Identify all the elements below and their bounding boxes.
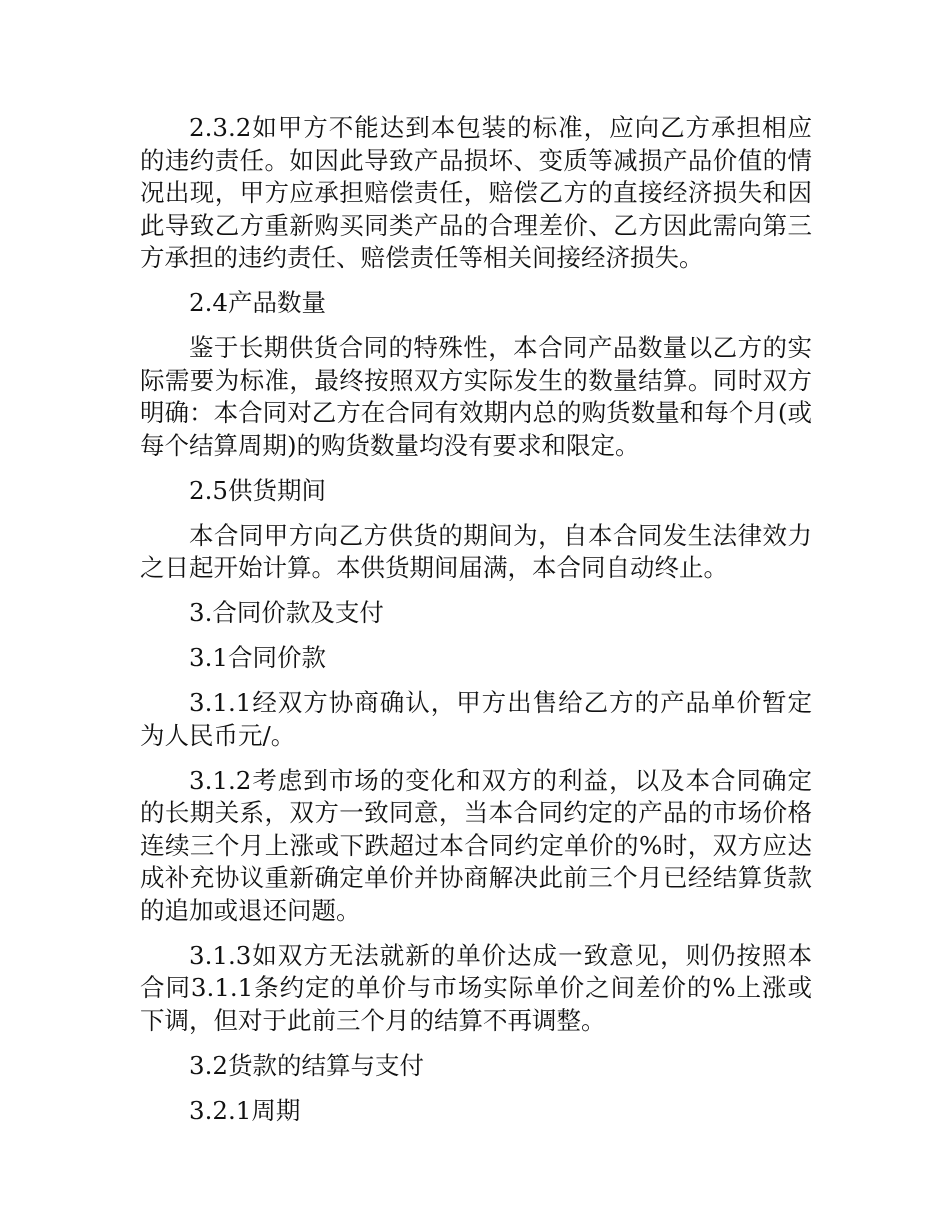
heading-3-1-contract-price: 3.1合同价款 bbox=[189, 643, 326, 672]
heading-2-4-product-quantity: 2.4产品数量 bbox=[189, 288, 326, 317]
heading-3-2-1-cycle: 3.2.1周期 bbox=[189, 1095, 301, 1125]
paragraph-3-1-1: 3.1.1经双方协商确认，甲方出售给乙方的产品单价暂定为人民币元/。 bbox=[140, 688, 812, 750]
heading-3-2-settlement-and-payment: 3.2货款的结算与支付 bbox=[189, 1050, 424, 1080]
paragraph-3-1-2: 3.1.2考虑到市场的变化和双方的利益，以及本合同确定的长期关系，双方一致同意，当本合同约定的产品的市场价格连续三个月上涨或下跌超过本合同约定单价的%时，双方应达成补充协议重新确定单价并协商解决此前三个月已经结算货款的追加或退还问题。 bbox=[140, 765, 812, 925]
heading-3-price-and-payment: 3.合同价款及支付 bbox=[189, 598, 384, 627]
paragraph-quantity-terms: 鉴于长期供货合同的特殊性，本合同产品数量以乙方的实际需要为标准，最终按照双方实际发生的数量结算。同时双方明确：本合同对乙方在合同有效期内总的购货数量和每个月(或每个结算周期)的购货数量均没有要求和限定。 bbox=[140, 333, 812, 460]
paragraph-2-3-2: 2.3.2如甲方不能达到本包装的标准，应向乙方承担相应的违约责任。如因此导致产品损坏、变质等减损产品价值的情况出现，甲方应承担赔偿责任，赔偿乙方的直接经济损失和因此导致乙方重新购买同类产品的合理差价、乙方因此需向第三方承担的违约责任、赔偿责任等相关间接经济损失。 bbox=[140, 113, 812, 272]
paragraph-3-1-3: 3.1.3如双方无法就新的单价达成一致意见，则仍按照本合同3.1.1条约定的单价与市场实际单价之间差价的%上涨或下调，但对于此前三个月的结算不再调整。 bbox=[140, 940, 812, 1035]
document-body bbox=[140, 112, 812, 1140]
heading-2-5-supply-period: 2.5供货期间 bbox=[189, 475, 326, 505]
paragraph-supply-period: 本合同甲方向乙方供货的期间为，自本合同发生法律效力之日起开始计算。本供货期间届满，本合同自动终止。 bbox=[140, 520, 812, 582]
